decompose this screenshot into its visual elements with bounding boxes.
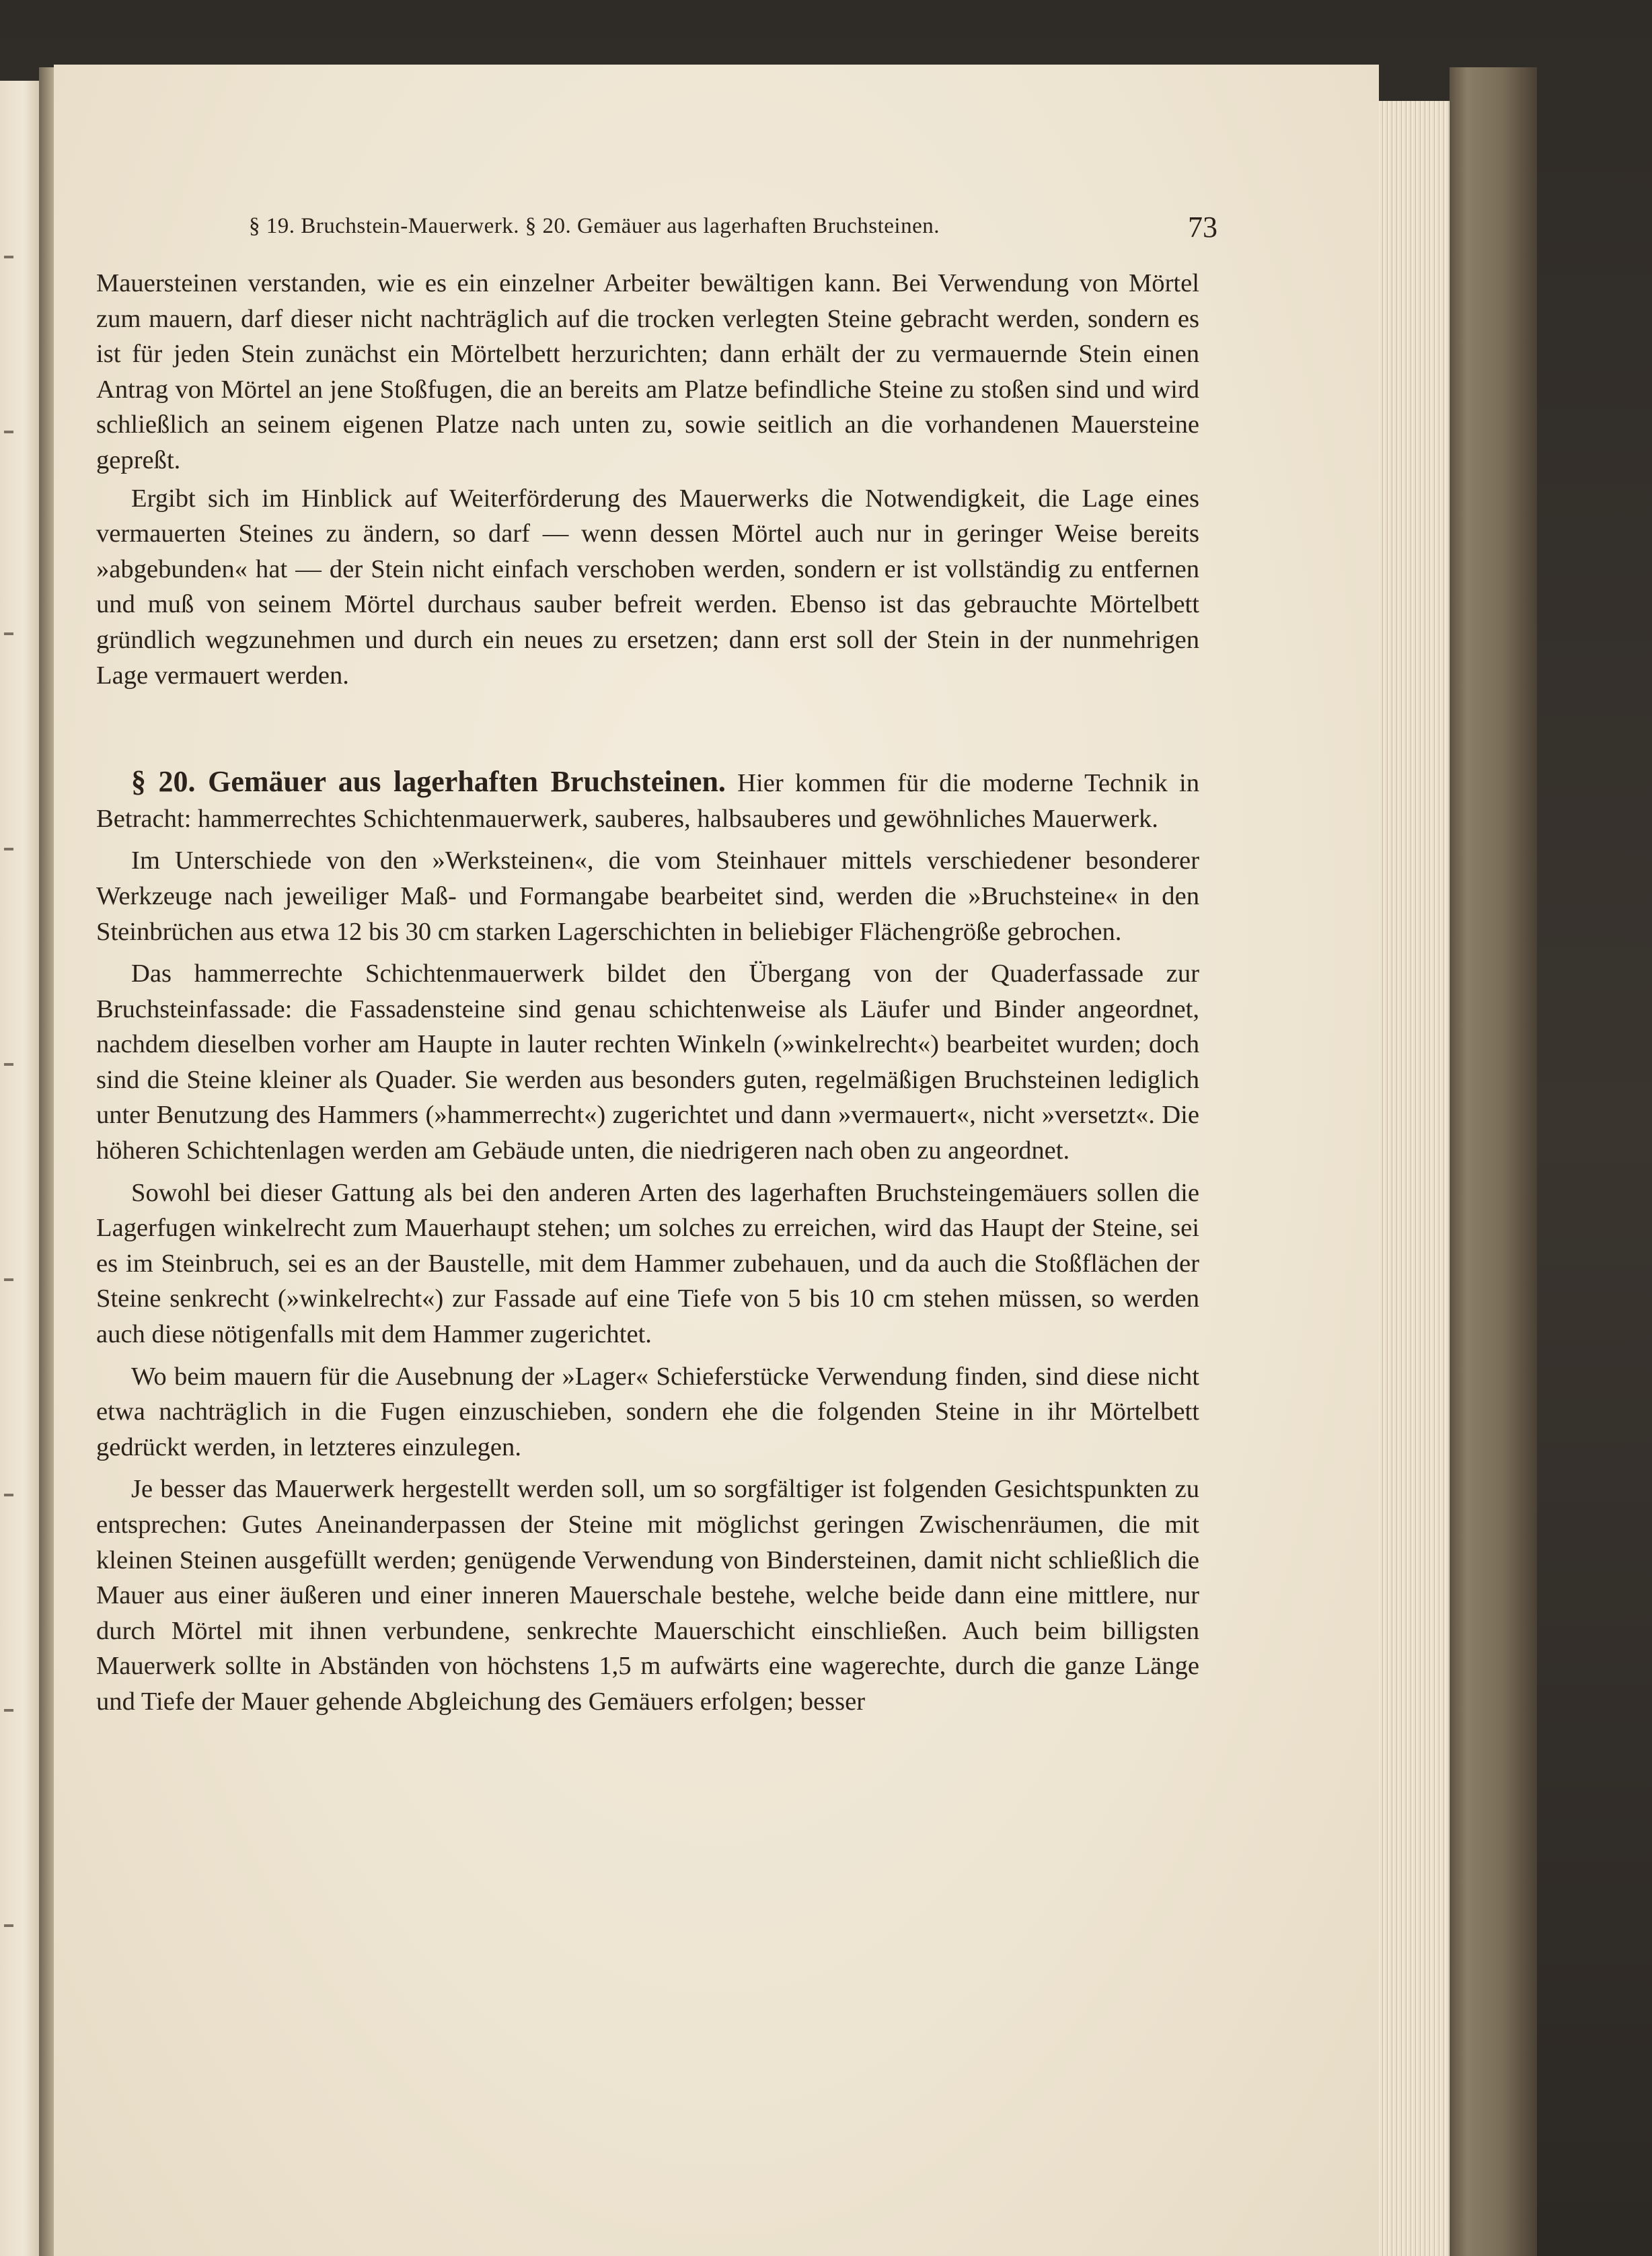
- running-head: § 19. Bruchstein-Mauerwerk. § 20. Gemäuer aus lagerhaften Bruchsteinen.: [249, 214, 940, 238]
- facing-page-mark: [4, 431, 13, 433]
- paragraph: Im Unterschiede von den »Werksteinen«, die vom Steinhauer mittels verschiedener besonderer Werkzeuge nach jeweiliger Maß- und Formangabe bearbeitet sind, werden die »Bruchsteine« in den Steinbrüchen aus etwa 12 bis 30 cm starken Lagerschichten in beliebiger Flächengröße gebrochen.: [96, 846, 1199, 946]
- book-cover-edge: [1450, 67, 1537, 2256]
- book-gutter: [39, 67, 54, 2256]
- paragraph: Sowohl bei dieser Gattung als bei den anderen Arten des lagerhaften Bruchsteingemäuers sollen die Lagerfugen winkelrecht zum Mauerhaupt stehen; um solches zu erreichen, wird das Haupt der Steine, sei es im Steinbruch, sei es an der Baustelle, mit dem Hammer zubehauen, und da auch die Stoßflächen der Steine senkrecht (»winkelrecht«) zur Fassade auf eine Tiefe von 5 bis 10 cm stehen müssen, so werden auch diese nötigenfalls mit dem Hammer zugerichtet.: [96, 1178, 1199, 1349]
- paragraph: Wo beim mauern für die Ausebnung der »Lager« Schieferstücke Verwendung finden, sind diese nicht etwa nachträglich in die Fugen einzuschieben, sondern ehe die folgenden Steine in ihr Mörtelbett gedrückt werden, in letzteres einzulegen.: [96, 1362, 1199, 1461]
- facing-page-mark: [4, 1063, 13, 1066]
- facing-page-mark: [4, 848, 13, 850]
- facing-page-mark: [4, 1924, 13, 1927]
- facing-page-edge: [0, 81, 39, 2256]
- running-header: [249, 210, 1217, 244]
- section-heading: § 20. Gemäuer aus lagerhaften Bruchsteinen.: [131, 765, 726, 799]
- section-paragraph: [96, 764, 1199, 836]
- page-number: 73: [1188, 211, 1217, 244]
- facing-page-mark: [4, 632, 13, 635]
- facing-page-mark: [4, 1709, 13, 1712]
- paragraph-text: Hier kommen für die moderne Technik in Betracht: hammerrechtes Schichtenmauerwerk, sauberes, halbsauberes und gewöhnliches Mauerwerk.: [96, 769, 1199, 833]
- paragraph: Das hammerrechte Schichtenmauerwerk bildet den Übergang von der Quaderfassade zur Bruchsteinfassade: die Fassadensteine sind genau schichtenweise als Läufer und Binder angeordnet, nachdem dieselben vorher am Haupte in lauter rechten Winkeln (»winkelrecht«) bearbeitet wurden; doch sind die Steine kleiner als Quader. Sie werden aus besonders guten, regelmäßigen Bruchsteinen lediglich unter Benutzung des Hammers (»hammerrecht«) zugerichtet und dann »vermauert«, nicht »versetzt«. Die höheren Schichtenlagen werden am Gebäude unten, die niedrigeren nach oben zu angeordnet.: [96, 959, 1199, 1165]
- facing-page-mark: [4, 1494, 13, 1496]
- paragraph: Mauersteinen verstanden, wie es ein einzelner Arbeiter bewältigen kann. Bei Verwendung von Mörtel zum mauern, darf dieser nicht nachträglich auf die trocken verlegten Steine gebracht werden, sondern es ist für jeden Stein zunächst ein Mörtelbett herzurichten; dann erhält der zu vermauernde Stein einen Antrag von Mörtel an jene Stoßfugen, die an bereits am Platze befindliche Steine zu stoßen sind und wird schließlich an seinem eigenen Platze nach unten zu, sowie seitlich an die vorhandenen Mauersteine gepreßt.: [96, 269, 1199, 474]
- page-body: [96, 266, 1199, 1720]
- facing-page-mark: [4, 256, 13, 258]
- paragraph: Je besser das Mauerwerk hergestellt werden soll, um so sorgfältiger ist folgenden Gesichtspunkten zu entsprechen: Gutes Aneinanderpassen der Steine mit möglichst geringen Zwischenräumen, die mit kleinen Steinen ausgefüllt werden; genügende Verwendung von Bindersteinen, damit nicht schließlich die Mauer aus einer äußeren und einer inneren Mauerschale bestehe, welche beide dann eine mittlere, nur durch Mörtel mit ihnen verbundene, senkrechte Mauerschicht einschließen. Auch beim billigsten Mauerwerk sollte in Abständen von höchstens 1,5 m aufwärts eine wagerechte, durch die ganze Länge und Tiefe der Mauer gehende Abgleichung des Gemäuers erfolgen; besser: [96, 1475, 1199, 1716]
- page-stack-edge: [1376, 101, 1450, 2256]
- facing-page-mark: [4, 1278, 13, 1281]
- paragraph: Ergibt sich im Hinblick auf Weiterförderung des Mauerwerks die Notwendigkeit, die Lage eines vermauerten Steines zu ändern, so darf — wenn dessen Mörtel auch nur in geringer Weise bereits »abgebunden« hat — der Stein nicht einfach verschoben werden, sondern er ist vollständig zu entfernen und muß von seinem Mörtel durchaus sauber befreit werden. Ebenso ist das gebrauchte Mörtelbett gründlich wegzunehmen und durch ein neues zu ersetzen; dann erst soll der Stein in der nunmehrigen Lage vermauert werden.: [96, 484, 1199, 690]
